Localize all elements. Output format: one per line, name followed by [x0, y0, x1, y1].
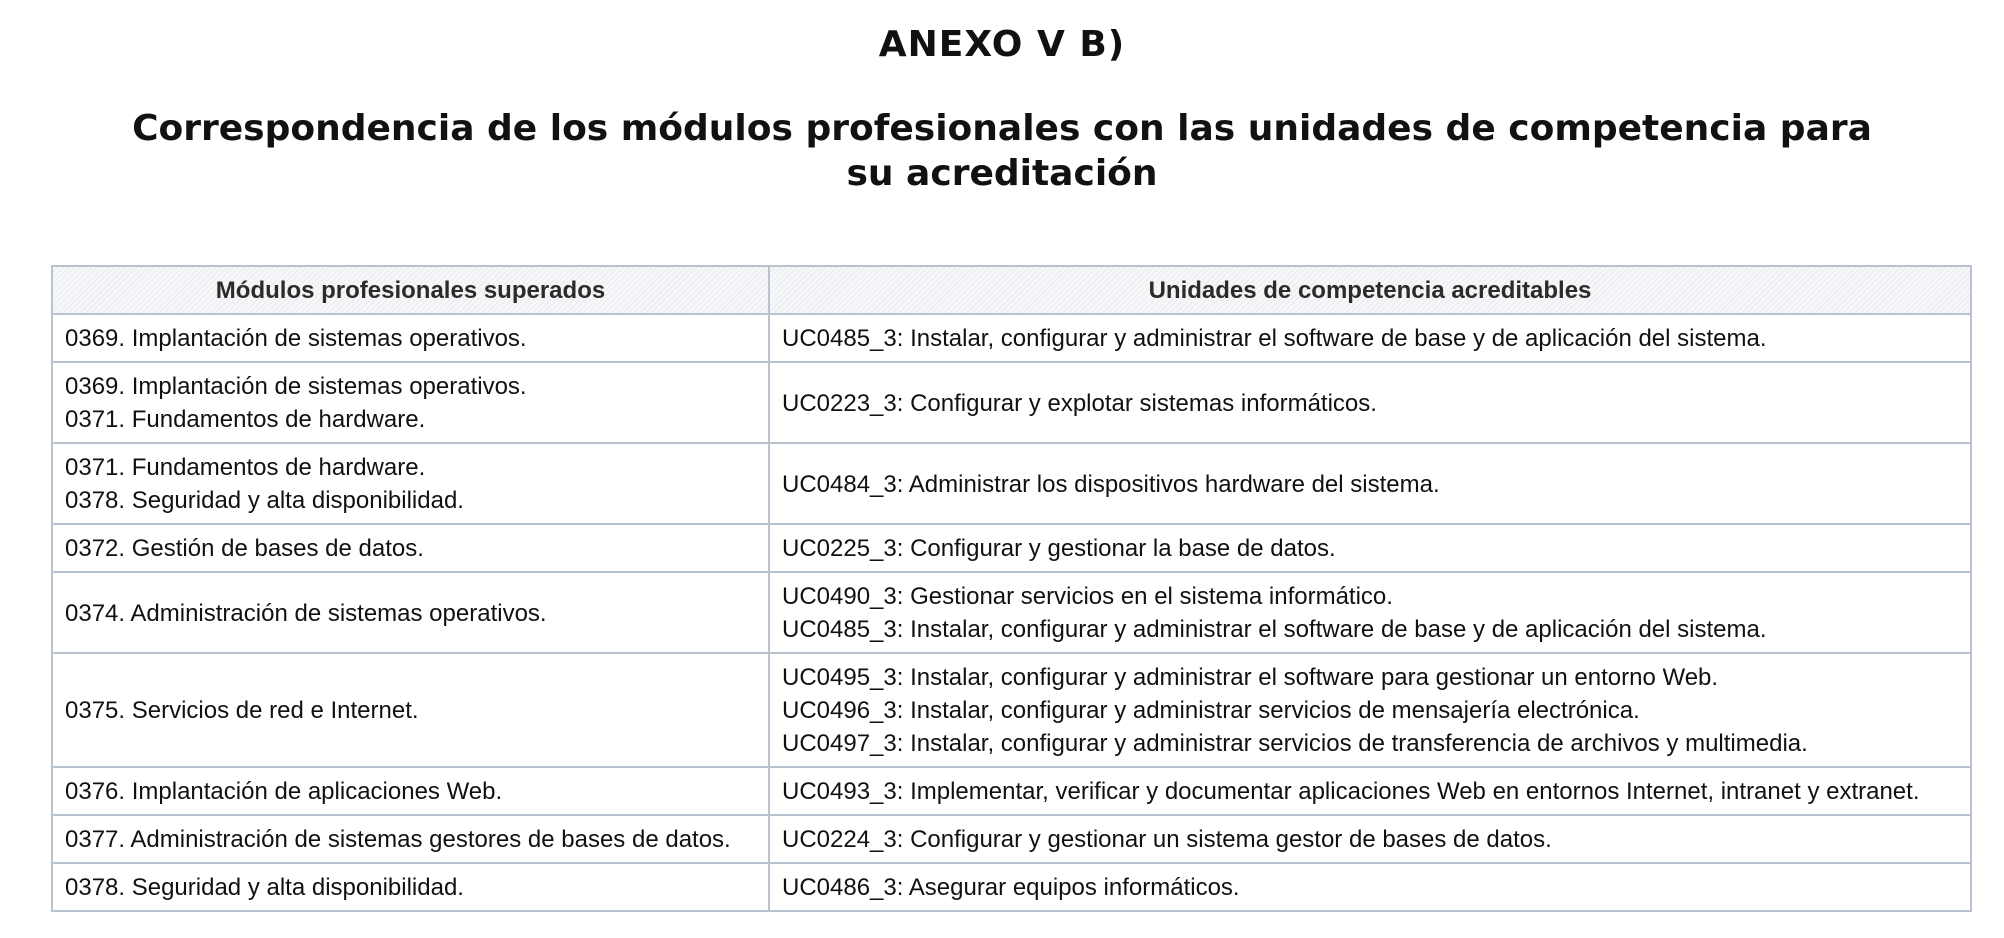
modules-cell	[52, 362, 769, 443]
module-item: 0369. Implantación de sistemas operativos.	[65, 325, 527, 352]
units-cell	[769, 863, 1971, 911]
unit-item: UC0497_3: Instalar, configurar y administrar servicios de transferencia de archivos y multimedia.	[782, 730, 1808, 757]
unit-item: UC0490_3: Gestionar servicios en el sistema informático.	[782, 583, 1393, 610]
module-item: 0374. Administración de sistemas operativos.	[65, 599, 547, 627]
table-header-row	[52, 266, 1971, 314]
module-item: 0372. Gestión de bases de datos.	[65, 535, 424, 562]
header-modules: Módulos profesionales superados	[52, 266, 769, 314]
table-row	[52, 524, 1971, 572]
module-item: 0375. Servicios de red e Internet.	[65, 697, 419, 724]
header-units: Unidades de competencia acreditables	[769, 266, 1971, 314]
modules-cell	[52, 863, 769, 911]
modules-cell	[52, 314, 769, 362]
table-row	[52, 362, 1971, 443]
modules-cell	[52, 524, 769, 572]
correspondence-table	[51, 265, 1972, 912]
page-title: Correspondencia de los módulos profesionales con las unidades de competencia para su acreditación	[132, 108, 1872, 194]
module-item: 0371. Fundamentos de hardware.	[65, 454, 426, 481]
unit-item: UC0485_3: Instalar, configurar y administrar el software de base y de aplicación del sistema.	[782, 616, 1767, 643]
annex-title: ANEXO V B)	[878, 24, 1126, 65]
unit-item: UC0225_3: Configurar y gestionar la base de datos.	[782, 535, 1336, 562]
modules-cell	[52, 653, 769, 767]
modules-cell	[52, 572, 769, 653]
module-item: 0369. Implantación de sistemas operativos.	[65, 373, 527, 400]
table-row	[52, 863, 1971, 911]
module-item: 0376. Implantación de aplicaciones Web.	[65, 778, 503, 805]
unit-item: UC0496_3: Instalar, configurar y administrar servicios de mensajería electrónica.	[782, 697, 1640, 724]
module-item: 0371. Fundamentos de hardware.	[65, 406, 426, 433]
unit-item: UC0485_3: Instalar, configurar y administrar el software de base y de aplicación del sistema.	[782, 325, 1767, 352]
table-row	[52, 653, 1971, 767]
units-cell	[769, 572, 1971, 653]
modules-cell	[52, 767, 769, 815]
modules-cell	[52, 443, 769, 524]
module-item: 0378. Seguridad y alta disponibilidad.	[65, 487, 464, 514]
module-item: 0377. Administración de sistemas gestores de bases de datos.	[65, 826, 731, 853]
table-row	[52, 815, 1971, 863]
units-cell	[769, 524, 1971, 572]
unit-item: UC0224_3: Configurar y gestionar un sistema gestor de bases de datos.	[782, 826, 1552, 853]
modules-cell	[52, 815, 769, 863]
module-item: 0378. Seguridad y alta disponibilidad.	[65, 874, 464, 901]
correspondence-table-container	[51, 265, 1970, 912]
unit-item: UC0223_3: Configurar y explotar sistemas informáticos.	[782, 389, 1377, 417]
units-cell	[769, 653, 1971, 767]
table-row	[52, 767, 1971, 815]
unit-item: UC0493_3: Implementar, verificar y documentar aplicaciones Web en entornos Internet, intranet y extranet.	[782, 778, 1920, 805]
units-cell	[769, 767, 1971, 815]
table-row	[52, 443, 1971, 524]
units-cell	[769, 815, 1971, 863]
table-row	[52, 314, 1971, 362]
units-cell	[769, 443, 1971, 524]
unit-item: UC0486_3: Asegurar equipos informáticos.	[782, 874, 1240, 901]
table-row	[52, 572, 1971, 653]
units-cell	[769, 314, 1971, 362]
unit-item: UC0484_3: Administrar los dispositivos hardware del sistema.	[782, 470, 1440, 498]
units-cell	[769, 362, 1971, 443]
unit-item: UC0495_3: Instalar, configurar y administrar el software para gestionar un entorno Web.	[782, 664, 1719, 691]
